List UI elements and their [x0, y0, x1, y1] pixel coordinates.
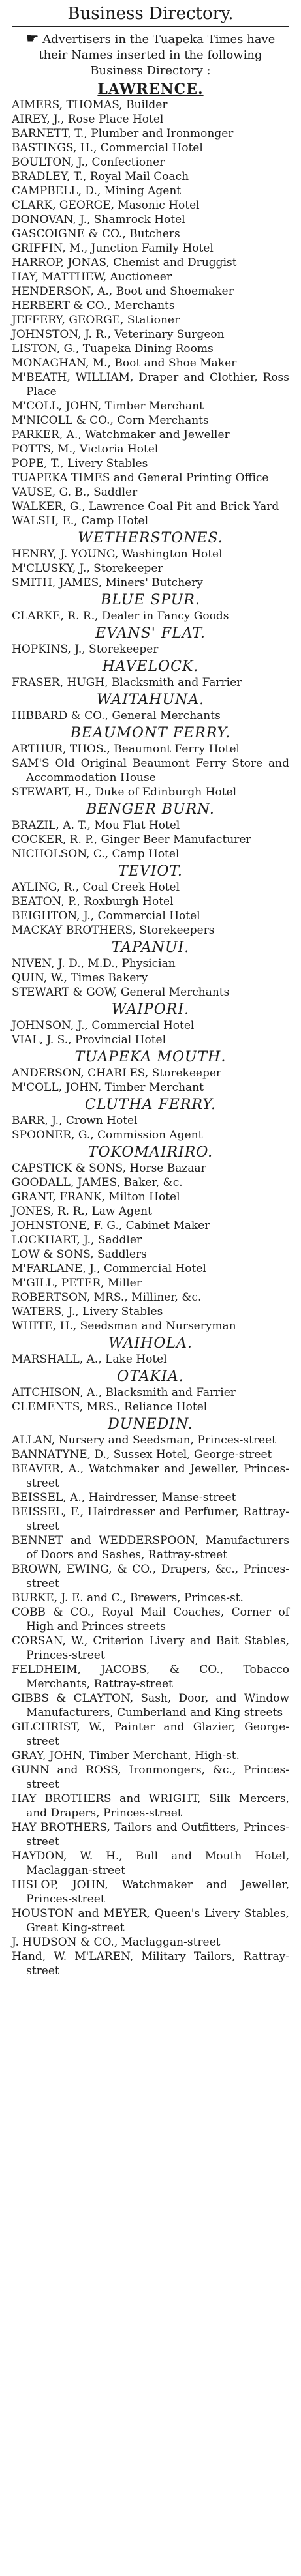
- directory-entry: ANDERSON, CHARLES, Storekeeper: [12, 1067, 222, 1080]
- directory-entry: M'COLL, JOHN, Timber Merchant: [12, 1081, 204, 1094]
- section-heading: WAIHOLA.: [108, 1335, 193, 1352]
- section-heading: BENGER BURN.: [86, 801, 215, 818]
- directory-entry: BROWN, EWING, & CO., Drapers, &c., Princes-street: [12, 1563, 289, 1590]
- directory-entry: JOHNSTONE, F. G., Cabinet Maker: [12, 1219, 210, 1232]
- directory-entry: WALKER, G., Lawrence Coal Pit and Brick Yard: [12, 500, 279, 513]
- directory-entry: LISTON, G., Tuapeka Dining Rooms: [12, 342, 214, 355]
- directory-entry: BRAZIL, A. T., Mou Flat Hotel: [12, 819, 180, 832]
- intro-text: [12, 31, 289, 79]
- directory-entry: ROBERTSON, MRS., Milliner, &c.: [12, 1291, 202, 1304]
- directory-entry: GIBBS & CLAYTON, Sash, Door, and Window Manufacturers, Cumberland and King streets: [12, 1692, 289, 1719]
- directory-entry: MARSHALL, A., Lake Hotel: [12, 1353, 167, 1366]
- section-heading: TUAPEKA MOUTH.: [74, 1049, 227, 1065]
- directory-entry: CORSAN, W., Criterion Livery and Bait Stables, Princes-street: [12, 1635, 289, 1662]
- directory-entry: BEISSEL, F., Hairdresser and Perfumer, Rattray-street: [12, 1505, 289, 1533]
- directory-entry: BRADLEY, T., Royal Mail Coach: [12, 170, 189, 183]
- directory-entry: BARNETT, T., Plumber and Ironmonger: [12, 127, 234, 140]
- directory-entry: HAY BROTHERS, Tailors and Outfitters, Princes-street: [12, 1821, 289, 1848]
- directory-entry: CLARKE, R. R., Dealer in Fancy Goods: [12, 610, 229, 623]
- directory-entry: VIAL, J. S., Provincial Hotel: [12, 1033, 166, 1046]
- section-heading: CLUTHA FERRY.: [85, 1097, 216, 1113]
- directory-entry: CLEMENTS, MRS., Reliance Hotel: [12, 1400, 208, 1414]
- directory-entry: M'BEATH, WILLIAM, Draper and Clothier, Ross Place: [12, 371, 289, 398]
- directory-entry: FELDHEIM, JACOBS, & CO., Tobacco Merchants, Rattray-street: [12, 1663, 289, 1691]
- section-heading: EVANS' FLAT.: [95, 625, 206, 642]
- pointing-hand-icon: ☛: [25, 31, 39, 47]
- directory-entry: QUIN, W., Times Bakery: [12, 971, 148, 985]
- directory-entry: HAY, MATTHEW, Auctioneer: [12, 271, 172, 284]
- directory-entry: M'COLL, JOHN, Timber Merchant: [12, 400, 204, 413]
- directory-entry: GRANT, FRANK, Milton Hotel: [12, 1191, 180, 1204]
- directory-entry: DONOVAN, J., Shamrock Hotel: [12, 213, 185, 226]
- directory-entry: Hand, W. M'LAREN, Military Tailors, Rattray-street: [12, 1950, 289, 1977]
- section-heading: LAWRENCE.: [97, 81, 204, 98]
- directory-listing: [12, 79, 289, 1978]
- directory-entry: AIREY, J., Rose Place Hotel: [12, 113, 164, 126]
- directory-entry: POTTS, M., Victoria Hotel: [12, 443, 159, 456]
- directory-entry: NIVEN, J. D., M.D., Physician: [12, 957, 176, 970]
- directory-entry: BASTINGS, H., Commercial Hotel: [12, 141, 203, 155]
- page-title: Business Directory.: [12, 4, 289, 27]
- directory-entry: JOHNSON, J., Commercial Hotel: [12, 1019, 195, 1032]
- directory-entry: CLARK, GEORGE, Masonic Hotel: [12, 199, 200, 212]
- directory-entry: HARROP, JONAS, Chemist and Druggist: [12, 256, 237, 269]
- directory-entry: HAY BROTHERS and WRIGHT, Silk Mercers, and Drapers, Princes-street: [12, 1792, 289, 1820]
- directory-entry: POPE, T., Livery Stables: [12, 457, 148, 470]
- intro-body: Advertisers in the Tuapeka Times have their Names inserted in the following Business Directory :: [39, 33, 276, 78]
- directory-entry: VAUSE, G. B., Saddler: [12, 486, 138, 499]
- directory-entry: BANNATYNE, D., Sussex Hotel, George-street: [12, 1448, 272, 1461]
- directory-entry: JOHNSTON, J. R., Veterinary Surgeon: [12, 328, 225, 341]
- directory-entry: BEAVER, A., Watchmaker and Jeweller, Princes-street: [12, 1462, 289, 1490]
- directory-entry: GOODALL, JAMES, Baker, &c.: [12, 1176, 183, 1189]
- directory-entry: SPOONER, G., Commission Agent: [12, 1129, 203, 1142]
- directory-entry: BEATON, P., Roxburgh Hotel: [12, 895, 174, 908]
- section-heading: WETHERSTONES.: [78, 530, 223, 546]
- directory-entry: STEWART & GOW, General Merchants: [12, 986, 230, 999]
- directory-entry: WALSH, E., Camp Hotel: [12, 514, 149, 527]
- directory-entry: AITCHISON, A., Blacksmith and Farrier: [12, 1386, 236, 1399]
- directory-entry: WATERS, J., Livery Stables: [12, 1305, 163, 1318]
- directory-entry: M'CLUSKY, J., Storekeeper: [12, 562, 163, 575]
- section-heading: TEVIOT.: [118, 863, 183, 880]
- directory-entry: WHITE, H., Seedsman and Nurseryman: [12, 1320, 236, 1333]
- directory-entry: AIMERS, THOMAS, Builder: [12, 98, 168, 111]
- directory-entry: TUAPEKA TIMES and General Printing Office: [12, 471, 269, 484]
- directory-entry: HAYDON, W. H., Bull and Mouth Hotel, Maclaggan-street: [12, 1850, 289, 1877]
- directory-entry: BURKE, J. E. and C., Brewers, Princes-st.: [12, 1591, 244, 1605]
- directory-entry: HENRY, J. YOUNG, Washington Hotel: [12, 548, 223, 561]
- directory-entry: NICHOLSON, C., Camp Hotel: [12, 848, 180, 861]
- section-heading: BLUE SPUR.: [101, 592, 200, 608]
- directory-entry: M'GILL, PETER, Miller: [12, 1277, 142, 1290]
- directory-entry: GASCOIGNE & CO., Butchers: [12, 228, 180, 241]
- directory-entry: HENDERSON, A., Boot and Shoemaker: [12, 285, 234, 298]
- directory-entry: HOPKINS, J., Storekeeper: [12, 643, 159, 656]
- directory-entry: M'FARLANE, J., Commercial Hotel: [12, 1262, 206, 1275]
- directory-entry: HOUSTON and MEYER, Queen's Livery Stables, Great King-street: [12, 1907, 289, 1934]
- directory-entry: CAMPBELL, D., Mining Agent: [12, 185, 182, 198]
- directory-entry: HIBBARD & CO., General Merchants: [12, 709, 221, 722]
- directory-entry: HISLOP, JOHN, Watchmaker and Jeweller, Princes-street: [12, 1878, 289, 1906]
- directory-entry: PARKER, A., Watchmaker and Jeweller: [12, 428, 230, 441]
- directory-entry: GRIFFIN, M., Junction Family Hotel: [12, 242, 214, 255]
- section-heading: HAVELOCK.: [102, 659, 199, 675]
- directory-entry: BOULTON, J., Confectioner: [12, 156, 165, 169]
- directory-entry: ARTHUR, THOS., Beaumont Ferry Hotel: [12, 743, 240, 756]
- directory-entry: BEISSEL, A., Hairdresser, Manse-street: [12, 1491, 236, 1504]
- directory-entry: LOW & SONS, Saddlers: [12, 1248, 147, 1261]
- directory-entry: SMITH, JAMES, Miners' Butchery: [12, 576, 203, 589]
- directory-entry: BENNET and WEDDERSPOON, Manufacturers of Doors and Sashes, Rattray-street: [12, 1534, 289, 1562]
- directory-entry: JONES, R. R., Law Agent: [12, 1205, 152, 1218]
- directory-entry: HERBERT & CO., Merchants: [12, 299, 175, 312]
- section-heading: TAPANUI.: [111, 940, 190, 956]
- directory-entry: GILCHRIST, W., Painter and Glazier, George-street: [12, 1721, 289, 1748]
- directory-entry: ALLAN, Nursery and Seedsman, Princes-street: [12, 1434, 276, 1447]
- directory-entry: BARR, J., Crown Hotel: [12, 1114, 138, 1127]
- directory-entry: FRASER, HUGH, Blacksmith and Farrier: [12, 676, 242, 689]
- directory-entry: CAPSTICK & SONS, Horse Bazaar: [12, 1162, 206, 1175]
- directory-entry: STEWART, H., Duke of Edinburgh Hotel: [12, 786, 237, 799]
- directory-entry: J. HUDSON & CO., Maclaggan-street: [12, 1936, 221, 1949]
- directory-entry: COBB & CO., Royal Mail Coaches, Corner of High and Princes streets: [12, 1606, 289, 1633]
- section-heading: DUNEDIN.: [108, 1416, 193, 1432]
- directory-entry: LOCKHART, J., Saddler: [12, 1234, 142, 1247]
- directory-entry: GRAY, JOHN, Timber Merchant, High-st.: [12, 1749, 240, 1762]
- section-heading: WAIPORI.: [111, 1001, 190, 1018]
- directory-entry: AYLING, R., Coal Creek Hotel: [12, 881, 180, 894]
- directory-entry: MONAGHAN, M., Boot and Shoe Maker: [12, 357, 237, 370]
- directory-entry: MACKAY BROTHERS, Storekeepers: [12, 924, 215, 937]
- directory-entry: COCKER, R. P., Ginger Beer Manufacturer: [12, 833, 251, 846]
- directory-entry: SAM'S Old Original Beaumont Ferry Store and Accommodation House: [12, 757, 289, 784]
- section-heading: OTAKIA.: [117, 1369, 184, 1385]
- section-heading: WAITAHUNA.: [96, 692, 205, 708]
- section-heading: BEAUMONT FERRY.: [70, 725, 231, 741]
- directory-entry: JEFFERY, GEORGE, Stationer: [12, 314, 180, 327]
- directory-entry: GUNN and ROSS, Ironmongers, &c., Princes-street: [12, 1764, 289, 1791]
- directory-entry: M'NICOLL & CO., Corn Merchants: [12, 414, 209, 427]
- section-heading: TOKOMAIRIRO.: [87, 1144, 214, 1161]
- directory-entry: BEIGHTON, J., Commercial Hotel: [12, 910, 200, 923]
